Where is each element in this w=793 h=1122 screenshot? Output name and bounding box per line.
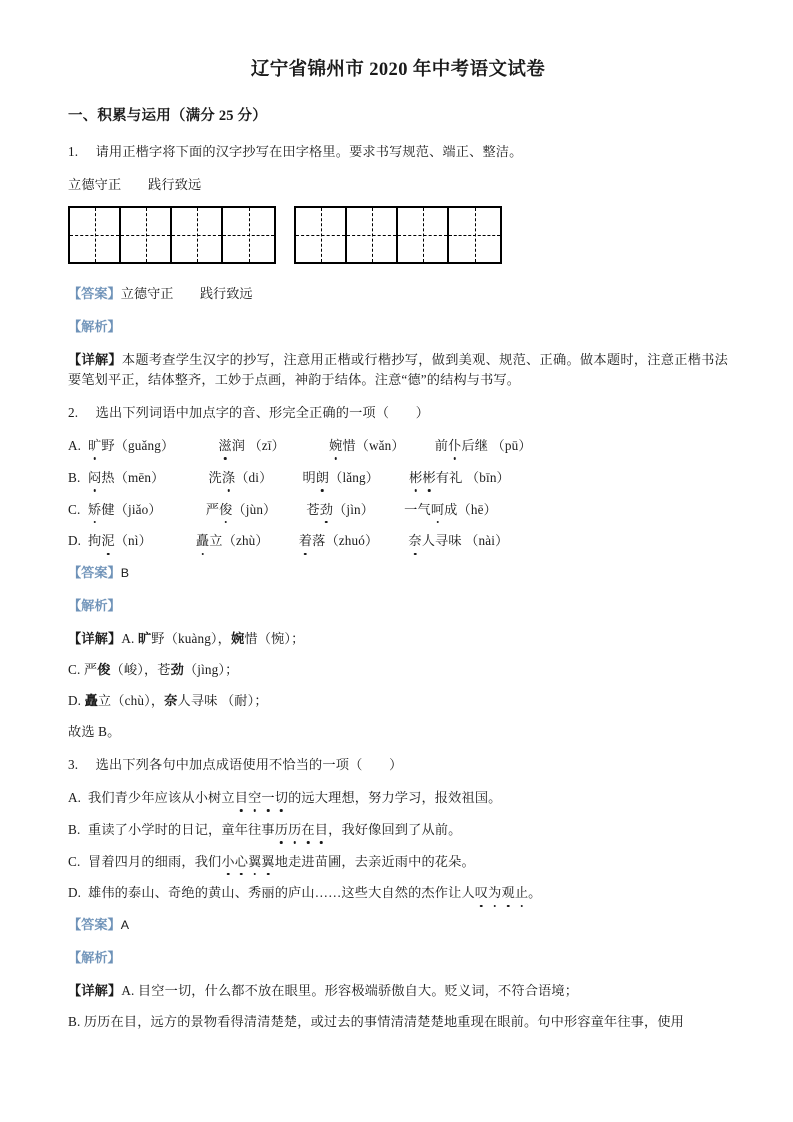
question-2-option-a[interactable]: A. 旷野（guǎng） 滋润 （zī） 婉惜（wǎn） 前仆后继 （pū） [68, 436, 728, 456]
emphasis-char: 俊 [97, 661, 111, 677]
question-2-detail-line-2: C. 严俊（峻），苍劲（jìng）； [68, 661, 239, 677]
option-post-text: 。 [528, 885, 542, 901]
answer-label: 【答案】 [68, 286, 121, 302]
tianzige-cell[interactable] [70, 208, 121, 262]
question-1-sample-text: 立德守正 践行致远 [68, 177, 202, 193]
dotted-char: 俊 [219, 500, 232, 520]
analysis-label: 【解析】 [68, 318, 121, 334]
option-label: A. [68, 790, 82, 806]
tianzige-cell[interactable] [223, 208, 274, 262]
question-3-option-c[interactable] [68, 852, 728, 872]
section-heading-part-one: 一、积累与运用（满分 25 分） [68, 108, 267, 125]
dotted-char: 叹 [475, 883, 488, 903]
emphasis-char: 劲 [170, 661, 184, 677]
tianzige-grid-group-1 [68, 206, 276, 264]
option-pre-text: 冒着四月的细雨，我们 [88, 853, 222, 869]
question-3-stem [68, 755, 728, 775]
question-1-number: 1. [68, 144, 79, 160]
question-2-answer-value: B [120, 566, 130, 581]
question-3-detail-line-2: B. 历历在目，远方的景物看得清清楚楚，或过去的事情清清楚楚地重现在眼前。句中形容童年往事，使用 [68, 1013, 685, 1029]
question-1-answer-value: 立德守正 践行致远 [120, 286, 253, 302]
question-2-analysis-label-row [68, 596, 728, 616]
dotted-char: 矗 [196, 531, 209, 551]
question-3-stem-text: 选出下列各句中加点成语使用不恰当的一项（ ） [95, 756, 403, 772]
dotted-char: 滋 [218, 436, 231, 456]
detail-label: 【详解】 [68, 351, 122, 367]
question-3-option-d[interactable] [68, 883, 728, 903]
question-2-stem-text: 选出下列词语中加点字的音、形完全正确的一项（ ） [95, 404, 430, 420]
page-title: 辽宁省锦州市 2020 年中考语文试卷 [250, 60, 546, 80]
dotted-char: 空 [248, 788, 261, 808]
dotted-char: 矫 [88, 500, 101, 520]
question-3-detail-line-1 [68, 981, 728, 1001]
tianzige-cell[interactable] [172, 208, 223, 262]
dotted-char: 劲 [320, 500, 333, 520]
question-1-analysis-label-row [68, 317, 728, 337]
question-1-answer [68, 284, 728, 304]
option-label: B. [68, 821, 81, 837]
tianzige-cell[interactable] [296, 208, 347, 262]
tianzige-cell[interactable] [347, 208, 398, 262]
dotted-char: 为 [488, 883, 501, 903]
question-2-option-d[interactable]: D. 拘泥（nì） 矗立（zhù） 着落（zhuó） 奈人寻味 （nài） [68, 531, 728, 551]
question-2-stem [68, 403, 728, 423]
question-2-detail-line-1: 【详解】A. 旷野（kuàng），婉惜（惋）； [68, 630, 305, 646]
dotted-char: 翼 [261, 852, 274, 872]
tianzige-cell[interactable] [121, 208, 172, 262]
dotted-char: 涤 [222, 468, 235, 488]
emphasis-char: 婉 [231, 630, 245, 646]
option-label: D. [68, 533, 82, 549]
option-pre-text: 我们青少年应该从小树立 [88, 790, 235, 806]
option-pre-text: 重读了小学时的日记，童年往事 [88, 821, 275, 837]
dotted-char: 彬 [409, 468, 422, 488]
option-label: C. [68, 501, 81, 517]
question-2-option-c[interactable]: C. 矫健（jiǎo） 严俊（jùn） 苍劲（jìn） 一气呵成（hē） [68, 500, 728, 520]
emphasis-char: 奈 [164, 692, 178, 708]
dotted-char: 彬 [422, 468, 435, 488]
option-post-text: ，我好像回到了从前。 [328, 821, 462, 837]
tianzige-cell[interactable] [398, 208, 449, 262]
dotted-char: 翼 [248, 852, 261, 872]
tianzige-cell[interactable] [449, 208, 500, 262]
question-3-detail-text-1: A. 目空一切，什么都不放在眼里。形容极端骄傲自大。贬义词，不符合语境； [121, 982, 579, 998]
question-3-analysis-label-row [68, 948, 728, 968]
dotted-char: 奈 [408, 531, 421, 551]
question-1-stem [68, 142, 728, 162]
emphasis-char: 矗 [84, 692, 98, 708]
emphasis-char: 旷 [137, 630, 152, 646]
option-label: B. [68, 469, 81, 485]
dotted-char: 心 [235, 852, 248, 872]
dotted-char: 闷 [88, 468, 101, 488]
detail-label: 【详解】 [68, 982, 122, 998]
tianzige-grid-container [68, 206, 728, 264]
option-label: A. [68, 437, 82, 453]
dotted-char: 婉 [329, 436, 342, 456]
question-1-stem-text: 请用正楷字将下面的汉字抄写在田字格里。要求书写规范、端正、整洁。 [95, 144, 523, 160]
detail-label: 【详解】 [68, 630, 122, 646]
dotted-char: 仆 [448, 436, 461, 456]
question-2-answer [68, 563, 728, 583]
answer-label: 【答案】 [68, 565, 121, 581]
question-2-number: 2. [68, 404, 79, 420]
tianzige-grid-group-2 [294, 206, 502, 264]
option-pre-text: 雄伟的泰山、奇绝的黄山、秀丽的庐山……这些大自然的杰作让人 [88, 885, 475, 901]
dotted-char: 观 [501, 883, 514, 903]
dotted-char: 一 [261, 788, 274, 808]
question-1-detail [68, 350, 728, 390]
question-3-option-b[interactable] [68, 820, 728, 840]
option-post-text: 的远大理想，努力学习，报效祖国。 [288, 790, 502, 806]
dotted-char: 朗 [316, 468, 329, 488]
dotted-char: 目 [235, 788, 248, 808]
dotted-char: 旷 [88, 436, 101, 456]
option-label: D. [68, 885, 82, 901]
dotted-char: 着 [299, 531, 312, 551]
dotted-char: 在 [301, 820, 314, 840]
question-2-option-b[interactable]: B. 闷热（mēn） 洗涤（di） 明朗（lǎng） 彬彬有礼 （bīn） [68, 468, 728, 488]
option-label: C. [68, 853, 81, 869]
question-3-answer-value: A [120, 918, 130, 933]
dotted-char: 目 [315, 820, 328, 840]
question-3-option-a[interactable] [68, 788, 728, 808]
question-1-detail-text: 本题考查学生汉字的抄写，注意用正楷或行楷抄写，做到美观、规范、正确。做本题时，注意正楷书法要笔划平正，结体整齐，工妙于点画，神韵于结体。注意“德”的结构与书写。 [68, 351, 728, 387]
dotted-char: 小 [221, 852, 234, 872]
analysis-label: 【解析】 [68, 597, 121, 613]
dotted-char: 止 [515, 883, 528, 903]
question-2-detail-line-4: 故选 B。 [68, 723, 121, 739]
question-3-number: 3. [68, 756, 79, 772]
dotted-char: 泥 [101, 531, 114, 551]
analysis-label: 【解析】 [68, 950, 121, 966]
option-post-text: 地走进苗圃，去亲近雨中的花朵。 [274, 853, 475, 869]
dotted-char: 切 [275, 788, 288, 808]
answer-label: 【答案】 [68, 917, 121, 933]
page-content [68, 58, 728, 1045]
dotted-char: 历 [288, 820, 301, 840]
dotted-char: 呵 [431, 500, 444, 520]
question-2-detail-line-3: D. 矗立（chù），奈人寻味 （耐）； [68, 692, 268, 708]
question-3-answer [68, 915, 728, 935]
dotted-char: 历 [275, 820, 288, 840]
